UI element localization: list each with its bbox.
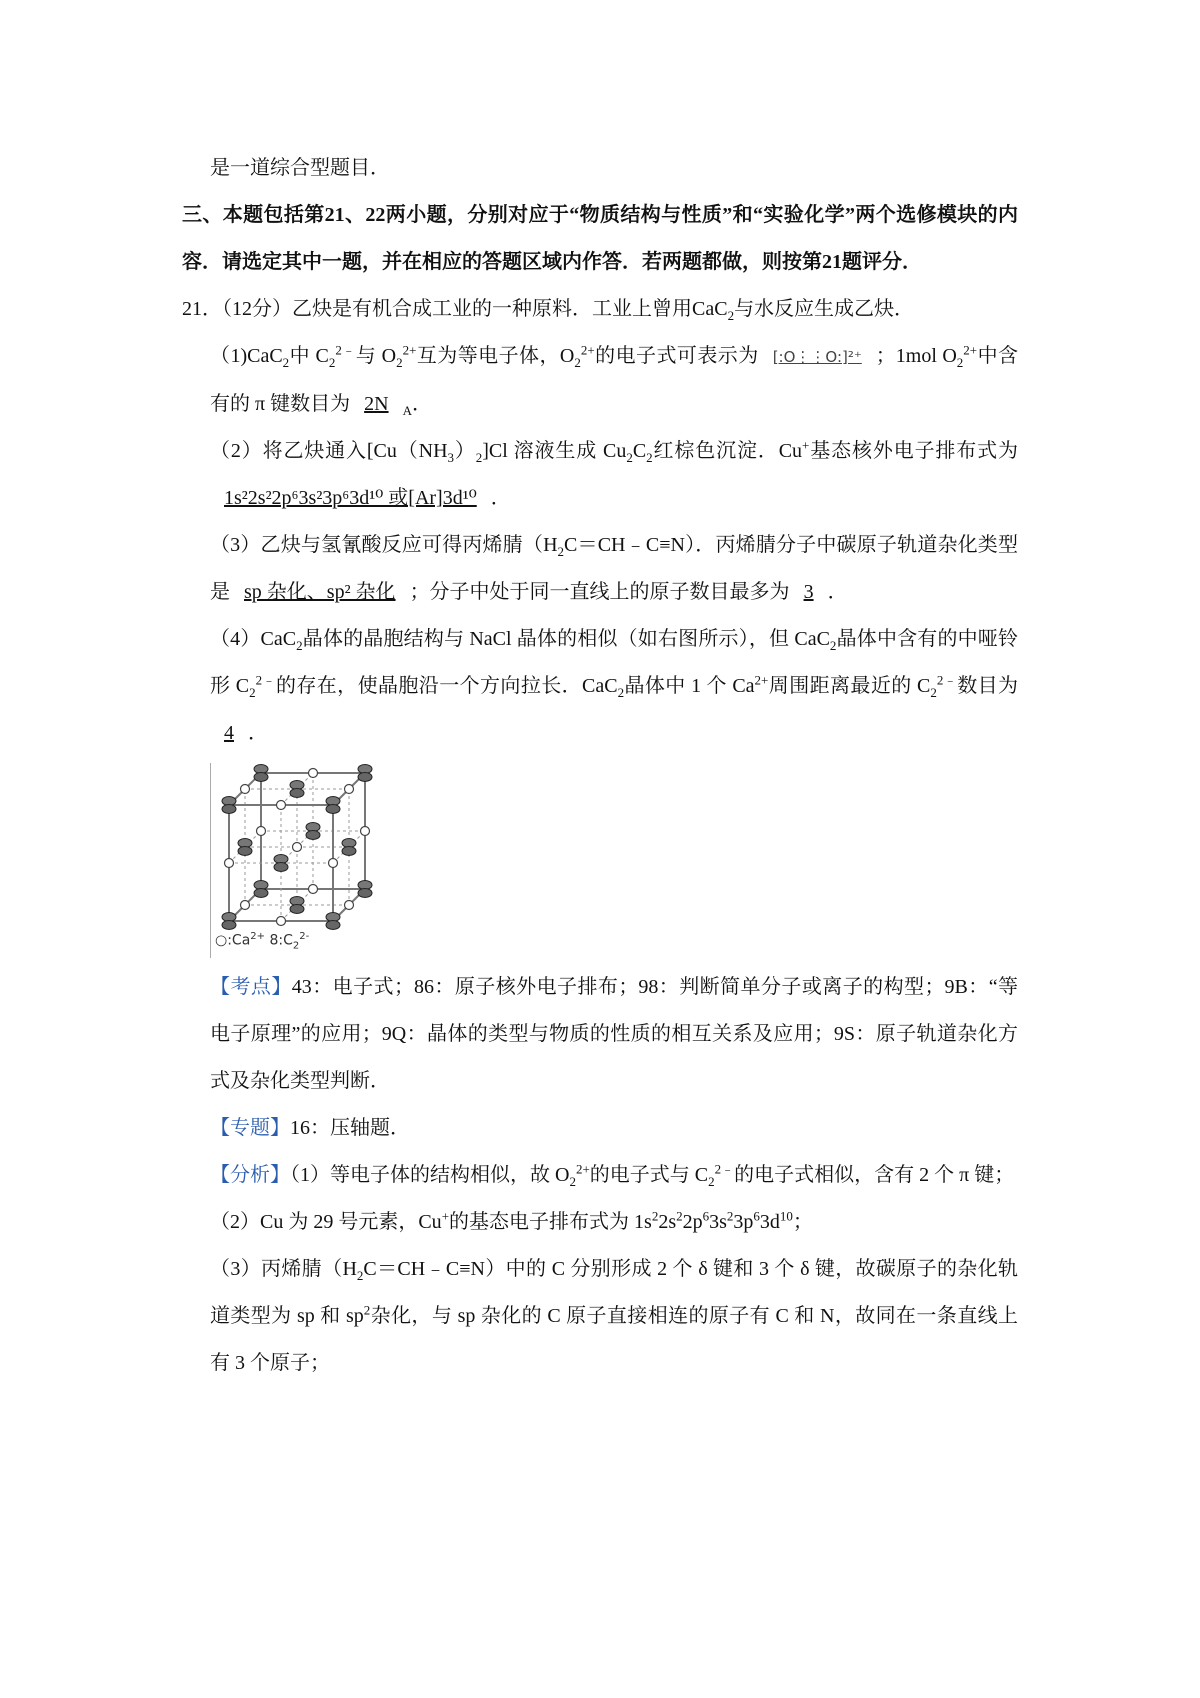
text-run: （2）Cu 为 29 号元素，Cu	[210, 1211, 442, 1233]
c2-dumbbell-atom	[222, 805, 236, 814]
c2-dumbbell-atom	[222, 921, 236, 930]
text-run: ）	[454, 440, 476, 462]
text-run: 是一道综合型题目．	[210, 157, 390, 179]
c2-dumbbell-atom	[274, 863, 288, 872]
electron-formula-image: [:O⋮⋮O:]²⁺	[772, 348, 862, 366]
text-run: 周围距离最近的 C	[768, 675, 931, 697]
superscript: 2+	[575, 1161, 590, 1177]
superscript: 2	[676, 1208, 683, 1224]
superscript: +	[802, 437, 810, 453]
text-run: 杂化，与 sp 杂化的 C 原子直接相连的原子有 C 和 N，故同在一条直线上有 3 个原子；	[210, 1305, 1018, 1374]
text-run: （1)CaC	[210, 345, 283, 367]
superscript: 10	[779, 1208, 793, 1224]
paragraph	[182, 428, 1018, 522]
section-label: 【分析】	[210, 1164, 290, 1186]
answer-blank: sp 杂化、sp² 杂化	[244, 581, 396, 603]
text-run: 的电子式与 C	[589, 1164, 709, 1186]
text-run: 与水反应生成乙炔．	[734, 298, 915, 320]
text-run: ；1mol O	[875, 345, 957, 367]
paragraph	[182, 286, 1018, 333]
superscript: +	[441, 1208, 450, 1224]
subscript: 2	[396, 355, 403, 370]
paragraph	[182, 522, 1018, 616]
paragraph	[182, 1199, 1018, 1246]
text-run: C＝CH﹣C≡N）．丙烯腈分子中碳原子轨道杂化类型是	[210, 534, 1018, 603]
text-run: C＝CH﹣C≡N）中的 C 分别形成 2 个 δ 键和 3 个 δ 键，故碳原子的杂化轨道类型为 sp 和 sp	[210, 1258, 1018, 1327]
superscript: 2	[651, 1208, 659, 1224]
legend-ca: ○:Ca	[215, 932, 251, 949]
ca-ion	[309, 885, 318, 894]
text-run: 2s	[658, 1211, 677, 1233]
ca-ion	[345, 785, 354, 794]
superscript: 6	[702, 1208, 710, 1224]
ca-ion	[241, 901, 250, 910]
ca-ion	[345, 901, 354, 910]
subscript: 2	[557, 544, 565, 559]
subscript: 2	[282, 355, 290, 370]
text-run: ．	[248, 722, 268, 744]
ca-ion	[277, 917, 286, 926]
text-run: ．	[411, 393, 432, 415]
ca-ion	[309, 769, 318, 778]
text-run: （3）丙烯腈（H	[210, 1258, 357, 1280]
ca-ion	[225, 859, 234, 868]
subscript: 2	[296, 638, 303, 653]
ca-ion	[257, 827, 266, 836]
text-run: （3）乙炔与氢氰酸反应可得丙烯腈（H	[210, 534, 558, 556]
text-run: 与 O	[355, 345, 397, 367]
section-label: 【考点】	[210, 976, 292, 998]
c2-dumbbell-atom	[254, 889, 268, 898]
subscript: 2	[569, 1174, 576, 1189]
answer-blank: 1s²2s²2p⁶3s²3p⁶3d¹⁰ 或[Ar]3d¹⁰	[224, 487, 477, 509]
ca-ion	[241, 785, 250, 794]
text-run: 基态核外电子排布式为	[809, 440, 1019, 462]
text-run: 中 C	[289, 345, 329, 367]
text-run: ；分子中处于同一直线上的原子数目最多为	[409, 581, 790, 603]
superscript: 2+	[580, 342, 595, 358]
subscript: 3	[447, 450, 455, 465]
superscript: 2﹣	[255, 672, 276, 688]
text-run: 晶体的晶胞结构与 NaCl 晶体的相似（如右图所示），但 CaC	[302, 628, 830, 650]
superscript: 2﹣	[936, 672, 958, 688]
crystal-cell-figure	[210, 763, 381, 958]
superscript: 2﹣	[714, 1161, 735, 1177]
text-run: 互为等电子体，O	[416, 345, 575, 367]
superscript: 2+	[963, 342, 978, 358]
c2-dumbbell-atom	[290, 789, 304, 798]
subscript: 2	[249, 685, 256, 700]
superscript: 2	[363, 1302, 371, 1318]
c2-dumbbell-atom	[358, 773, 372, 782]
subscript: 2	[956, 355, 964, 370]
legend-c2-sub: 2	[292, 940, 300, 952]
text-run: 晶体中含有的中哑铃形 C	[210, 628, 1018, 697]
superscript: 2+	[754, 672, 769, 688]
text-run: 的电子式可表示为	[594, 345, 759, 367]
text-run: 的存在，使晶胞沿一个方向拉长．CaC	[275, 675, 618, 697]
text-run: 中含有的 π 键数目为	[210, 345, 1019, 415]
subscript: 2	[617, 685, 625, 700]
text-run: ．	[490, 487, 511, 509]
ca-ion	[293, 843, 302, 852]
subscript: 2	[475, 450, 483, 465]
text-run: 3s	[709, 1211, 727, 1233]
subscript: 2	[626, 450, 633, 465]
subscript: 2	[930, 685, 937, 700]
section-label: 【专题】	[210, 1117, 290, 1139]
paragraph	[182, 1246, 1018, 1387]
text-run: 3p	[733, 1211, 754, 1233]
superscript: 2+	[402, 342, 417, 358]
c2-dumbbell-atom	[238, 847, 252, 856]
c2-dumbbell-atom	[306, 831, 320, 840]
figure-legend	[215, 931, 309, 951]
legend-c2-charge: 2-	[299, 931, 310, 942]
answer-blank: 3	[803, 581, 814, 603]
text-run: （1）等电子体的结构相似，故 O	[290, 1164, 570, 1186]
text-run: 2p	[682, 1211, 703, 1233]
subscript: 2	[708, 1174, 715, 1189]
text-run: 16：压轴题．	[290, 1117, 410, 1139]
c2-dumbbell-atom	[326, 805, 340, 814]
text-run: 数目为	[957, 675, 1018, 697]
c2-dumbbell-atom	[290, 905, 304, 914]
text-run: 43：电子式；86：原子核外电子排布；98：判断简单分子或离子的构型；9B：“等电子原理”的应用；9Q：晶体的类型与物质的性质的相互关系及应用；9S：原子轨道杂化方式及杂化类型判断．	[210, 976, 1019, 1092]
paragraph	[182, 616, 1018, 757]
subscript: 2	[328, 355, 336, 370]
superscript: 2﹣	[335, 342, 356, 358]
text-run: 的基态电子排布式为 1s	[449, 1211, 652, 1233]
legend-ca-charge: 2+	[250, 931, 266, 942]
paragraph	[182, 964, 1018, 1105]
text-run: （2）将乙炔通入[Cu（NH	[210, 440, 448, 462]
ca-ion	[277, 801, 286, 810]
text-run: ]Cl 溶液生成 Cu	[482, 440, 627, 462]
text-run: ．	[827, 581, 848, 603]
subscript: 2	[574, 355, 581, 370]
legend-c2: 8:C	[265, 932, 293, 949]
superscript: 6	[753, 1208, 760, 1224]
c2-dumbbell-atom	[342, 847, 356, 856]
text-run: 晶体中 1 个 Ca	[624, 675, 755, 697]
paragraph	[182, 1152, 1018, 1199]
document-body	[182, 145, 1018, 1387]
text-run: 红棕色沉淀．Cu	[652, 440, 803, 462]
c2-dumbbell-atom	[358, 889, 372, 898]
text-run: 三、本题包括第21、22两小题，分别对应于“物质结构与性质”和“实验化学”两个选修模块的内容．请选定其中一题，并在相应的答题区域内作答．若两题都做，则按第21题评分．	[182, 204, 1018, 273]
subscript: 2	[727, 308, 735, 323]
text-run: （4）CaC	[210, 628, 297, 650]
text-run: 21．（12分）乙炔是有机合成工业的一种原料．工业上曾用CaC	[182, 298, 728, 320]
text-run: 3d	[759, 1211, 780, 1233]
text-run: 的电子式相似，含有 2 个 π 键；	[734, 1164, 1015, 1186]
subscript: 2	[356, 1268, 364, 1283]
paragraph	[182, 145, 1018, 192]
c2-dumbbell-atom	[326, 921, 340, 930]
subscript: 2	[829, 638, 837, 653]
subscript: 2	[646, 450, 653, 465]
c2-dumbbell-atom	[254, 773, 268, 782]
text-run: C	[632, 440, 647, 462]
superscript: 2	[726, 1208, 734, 1224]
answer-blank: 2N	[364, 393, 389, 415]
subscript: A	[402, 403, 412, 418]
crystal-lattice-diagram	[215, 763, 380, 933]
ca-ion	[329, 859, 338, 868]
paragraph	[182, 192, 1018, 286]
paragraph	[182, 333, 1018, 428]
text-run: ；	[792, 1211, 813, 1233]
paragraph	[182, 1105, 1018, 1152]
answer-blank: 4	[224, 722, 234, 744]
ca-ion	[361, 827, 370, 836]
